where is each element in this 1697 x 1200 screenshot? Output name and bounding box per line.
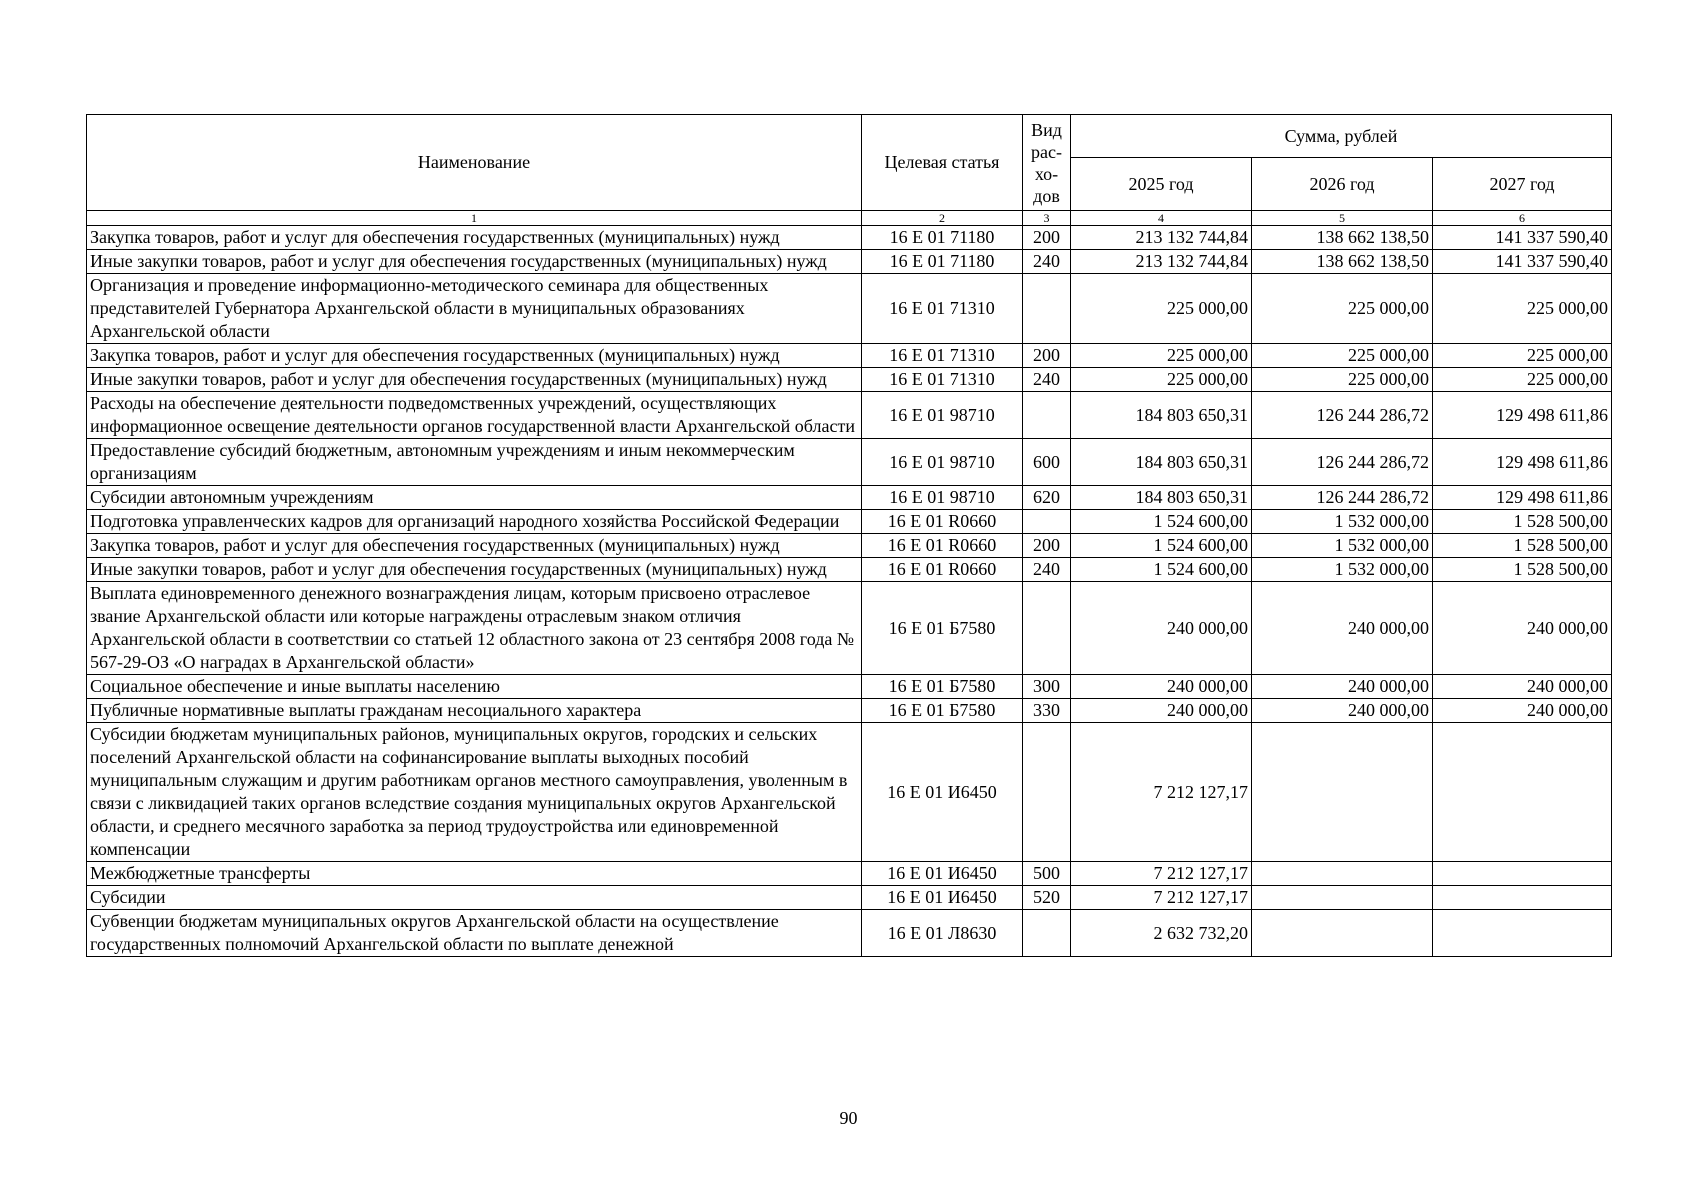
row-sum-2027 bbox=[1433, 886, 1612, 910]
row-target-code: 16 Е 01 И6450 bbox=[862, 862, 1023, 886]
row-sum-2027: 141 337 590,40 bbox=[1433, 250, 1612, 274]
row-target-code: 16 Е 01 R0660 bbox=[862, 558, 1023, 582]
row-sum-2027 bbox=[1433, 723, 1612, 862]
table-row bbox=[87, 250, 1612, 274]
row-sum-2025: 213 132 744,84 bbox=[1071, 250, 1252, 274]
row-sum-2026: 138 662 138,50 bbox=[1252, 250, 1433, 274]
row-sum-2027: 129 498 611,86 bbox=[1433, 486, 1612, 510]
column-number: 2 bbox=[862, 211, 1023, 226]
row-target-code: 16 Е 01 71180 bbox=[862, 226, 1023, 250]
row-sum-2026 bbox=[1252, 910, 1433, 957]
table-row bbox=[87, 226, 1612, 250]
row-target-code: 16 Е 01 98710 bbox=[862, 439, 1023, 486]
row-sum-2026: 1 532 000,00 bbox=[1252, 510, 1433, 534]
table-row bbox=[87, 699, 1612, 723]
row-expense-type: 520 bbox=[1023, 886, 1071, 910]
row-sum-2025: 225 000,00 bbox=[1071, 274, 1252, 344]
table-row bbox=[87, 510, 1612, 534]
row-sum-2026: 225 000,00 bbox=[1252, 368, 1433, 392]
header-row bbox=[87, 115, 1612, 158]
row-expense-type bbox=[1023, 510, 1071, 534]
row-sum-2025: 240 000,00 bbox=[1071, 699, 1252, 723]
row-sum-2025: 1 524 600,00 bbox=[1071, 510, 1252, 534]
row-expense-type: 200 bbox=[1023, 226, 1071, 250]
row-name: Социальное обеспечение и иные выплаты населению bbox=[87, 675, 862, 699]
row-sum-2025: 240 000,00 bbox=[1071, 675, 1252, 699]
row-sum-2025: 225 000,00 bbox=[1071, 344, 1252, 368]
header-year-2025: 2025 год bbox=[1071, 158, 1252, 211]
table-row bbox=[87, 392, 1612, 439]
row-sum-2027: 1 528 500,00 bbox=[1433, 534, 1612, 558]
column-number: 5 bbox=[1252, 211, 1433, 226]
row-name: Выплата единовременного денежного вознаграждения лицам, которым присвоено отраслевое звание Архангельской области или которые награждены отраслевым знаком отличия Архангельской области в соответствии со статьей 12 областного закона от 23 сентября 2008 года № 567-29-ОЗ «О наградах в Архангельской области» bbox=[87, 582, 862, 675]
row-target-code: 16 Е 01 И6450 bbox=[862, 886, 1023, 910]
row-sum-2025: 7 212 127,17 bbox=[1071, 723, 1252, 862]
row-sum-2027: 1 528 500,00 bbox=[1433, 558, 1612, 582]
row-sum-2026: 1 532 000,00 bbox=[1252, 534, 1433, 558]
row-target-code: 16 Е 01 R0660 bbox=[862, 510, 1023, 534]
row-sum-2025: 184 803 650,31 bbox=[1071, 392, 1252, 439]
row-name: Подготовка управленческих кадров для организаций народного хозяйства Российской Федерации bbox=[87, 510, 862, 534]
row-expense-type: 300 bbox=[1023, 675, 1071, 699]
row-name: Закупка товаров, работ и услуг для обеспечения государственных (муниципальных) нужд bbox=[87, 344, 862, 368]
row-sum-2025: 2 632 732,20 bbox=[1071, 910, 1252, 957]
row-sum-2027: 225 000,00 bbox=[1433, 368, 1612, 392]
row-sum-2027: 141 337 590,40 bbox=[1433, 226, 1612, 250]
row-sum-2026 bbox=[1252, 723, 1433, 862]
row-sum-2026 bbox=[1252, 886, 1433, 910]
row-sum-2025: 184 803 650,31 bbox=[1071, 486, 1252, 510]
row-target-code: 16 Е 01 71310 bbox=[862, 344, 1023, 368]
row-target-code: 16 Е 01 Б7580 bbox=[862, 675, 1023, 699]
row-expense-type bbox=[1023, 582, 1071, 675]
row-sum-2027: 240 000,00 bbox=[1433, 699, 1612, 723]
table-row bbox=[87, 274, 1612, 344]
row-name: Субсидии автономным учреждениям bbox=[87, 486, 862, 510]
row-name: Закупка товаров, работ и услуг для обеспечения государственных (муниципальных) нужд bbox=[87, 534, 862, 558]
row-sum-2026: 240 000,00 bbox=[1252, 675, 1433, 699]
row-expense-type: 500 bbox=[1023, 862, 1071, 886]
row-sum-2027 bbox=[1433, 862, 1612, 886]
row-sum-2025: 240 000,00 bbox=[1071, 582, 1252, 675]
budget-table bbox=[86, 114, 1612, 957]
row-target-code: 16 Е 01 98710 bbox=[862, 392, 1023, 439]
row-name: Иные закупки товаров, работ и услуг для обеспечения государственных (муниципальных) нужд bbox=[87, 368, 862, 392]
table-row bbox=[87, 675, 1612, 699]
row-target-code: 16 Е 01 71180 bbox=[862, 250, 1023, 274]
header-name: Наименование bbox=[87, 115, 862, 211]
row-expense-type: 600 bbox=[1023, 439, 1071, 486]
row-expense-type: 330 bbox=[1023, 699, 1071, 723]
table-header bbox=[87, 115, 1612, 226]
row-target-code: 16 Е 01 71310 bbox=[862, 368, 1023, 392]
row-name: Закупка товаров, работ и услуг для обеспечения государственных (муниципальных) нужд bbox=[87, 226, 862, 250]
column-numbers-row bbox=[87, 211, 1612, 226]
row-name: Публичные нормативные выплаты гражданам несоциального характера bbox=[87, 699, 862, 723]
row-name: Субсидии bbox=[87, 886, 862, 910]
row-expense-type: 240 bbox=[1023, 368, 1071, 392]
row-expense-type: 240 bbox=[1023, 558, 1071, 582]
row-sum-2027: 129 498 611,86 bbox=[1433, 439, 1612, 486]
row-target-code: 16 Е 01 Б7580 bbox=[862, 582, 1023, 675]
row-sum-2025: 225 000,00 bbox=[1071, 368, 1252, 392]
row-sum-2025: 7 212 127,17 bbox=[1071, 886, 1252, 910]
row-sum-2026 bbox=[1252, 862, 1433, 886]
header-vid: Вид рас-хо-дов bbox=[1023, 115, 1071, 211]
column-number: 4 bbox=[1071, 211, 1252, 226]
table-row bbox=[87, 534, 1612, 558]
row-name: Субсидии бюджетам муниципальных районов, муниципальных округов, городских и сельских поселений Архангельской области на софинансирование выплаты выходных пособий муниципальным служащим и другим работникам органов местного самоуправления, уволенным в связи с ликвидацией таких органов вследствие создания муниципальных округов Архангельской области, и среднего месячного заработка за период трудоустройства или единовременной компенсации bbox=[87, 723, 862, 862]
row-sum-2027: 240 000,00 bbox=[1433, 675, 1612, 699]
table-row bbox=[87, 368, 1612, 392]
row-sum-2026: 240 000,00 bbox=[1252, 699, 1433, 723]
table-row bbox=[87, 910, 1612, 957]
row-name: Межбюджетные трансферты bbox=[87, 862, 862, 886]
row-expense-type: 200 bbox=[1023, 534, 1071, 558]
row-sum-2025: 184 803 650,31 bbox=[1071, 439, 1252, 486]
row-name: Расходы на обеспечение деятельности подведомственных учреждений, осуществляющих информационное освещение деятельности органов государственной власти Архангельской области bbox=[87, 392, 862, 439]
header-target: Целевая статья bbox=[862, 115, 1023, 211]
row-expense-type bbox=[1023, 910, 1071, 957]
row-expense-type bbox=[1023, 274, 1071, 344]
row-expense-type: 240 bbox=[1023, 250, 1071, 274]
table-body bbox=[87, 226, 1612, 957]
table-row bbox=[87, 862, 1612, 886]
row-sum-2026: 225 000,00 bbox=[1252, 344, 1433, 368]
table-row bbox=[87, 344, 1612, 368]
row-target-code: 16 Е 01 98710 bbox=[862, 486, 1023, 510]
column-number: 3 bbox=[1023, 211, 1071, 226]
table-row bbox=[87, 486, 1612, 510]
row-name: Предоставление субсидий бюджетным, автономным учреждениям и иным некоммерческим организациям bbox=[87, 439, 862, 486]
table-row bbox=[87, 582, 1612, 675]
row-name: Иные закупки товаров, работ и услуг для обеспечения государственных (муниципальных) нужд bbox=[87, 558, 862, 582]
row-target-code: 16 Е 01 И6450 bbox=[862, 723, 1023, 862]
row-sum-2026: 126 244 286,72 bbox=[1252, 486, 1433, 510]
row-target-code: 16 Е 01 R0660 bbox=[862, 534, 1023, 558]
row-target-code: 16 Е 01 71310 bbox=[862, 274, 1023, 344]
row-name: Субвенции бюджетам муниципальных округов Архангельской области на осуществление государственных полномочий Архангельской области по выплате денежной bbox=[87, 910, 862, 957]
row-sum-2027: 240 000,00 bbox=[1433, 582, 1612, 675]
row-sum-2027 bbox=[1433, 910, 1612, 957]
row-sum-2026: 1 532 000,00 bbox=[1252, 558, 1433, 582]
row-expense-type bbox=[1023, 392, 1071, 439]
row-name: Иные закупки товаров, работ и услуг для обеспечения государственных (муниципальных) нужд bbox=[87, 250, 862, 274]
row-expense-type: 200 bbox=[1023, 344, 1071, 368]
row-sum-2025: 7 212 127,17 bbox=[1071, 862, 1252, 886]
row-sum-2025: 1 524 600,00 bbox=[1071, 534, 1252, 558]
row-sum-2026: 126 244 286,72 bbox=[1252, 392, 1433, 439]
table-row bbox=[87, 439, 1612, 486]
row-sum-2026: 126 244 286,72 bbox=[1252, 439, 1433, 486]
page-number: 90 bbox=[839, 1108, 858, 1128]
column-number: 1 bbox=[87, 211, 862, 226]
header-year-2027: 2027 год bbox=[1433, 158, 1612, 211]
row-sum-2026: 240 000,00 bbox=[1252, 582, 1433, 675]
header-sum: Сумма, рублей bbox=[1071, 115, 1612, 158]
row-sum-2025: 1 524 600,00 bbox=[1071, 558, 1252, 582]
row-name: Организация и проведение информационно-методического семинара для общественных представителей Губернатора Архангельской области в муниципальных образованиях Архангельской области bbox=[87, 274, 862, 344]
row-sum-2026: 225 000,00 bbox=[1252, 274, 1433, 344]
row-sum-2026: 138 662 138,50 bbox=[1252, 226, 1433, 250]
row-target-code: 16 Е 01 Б7580 bbox=[862, 699, 1023, 723]
header-year-2026: 2026 год bbox=[1252, 158, 1433, 211]
row-target-code: 16 Е 01 Л8630 bbox=[862, 910, 1023, 957]
row-sum-2027: 1 528 500,00 bbox=[1433, 510, 1612, 534]
table-row bbox=[87, 558, 1612, 582]
row-sum-2027: 129 498 611,86 bbox=[1433, 392, 1612, 439]
table-row bbox=[87, 886, 1612, 910]
table-row bbox=[87, 723, 1612, 862]
row-sum-2027: 225 000,00 bbox=[1433, 274, 1612, 344]
row-expense-type bbox=[1023, 723, 1071, 862]
row-sum-2027: 225 000,00 bbox=[1433, 344, 1612, 368]
row-sum-2025: 213 132 744,84 bbox=[1071, 226, 1252, 250]
row-expense-type: 620 bbox=[1023, 486, 1071, 510]
column-number: 6 bbox=[1433, 211, 1612, 226]
